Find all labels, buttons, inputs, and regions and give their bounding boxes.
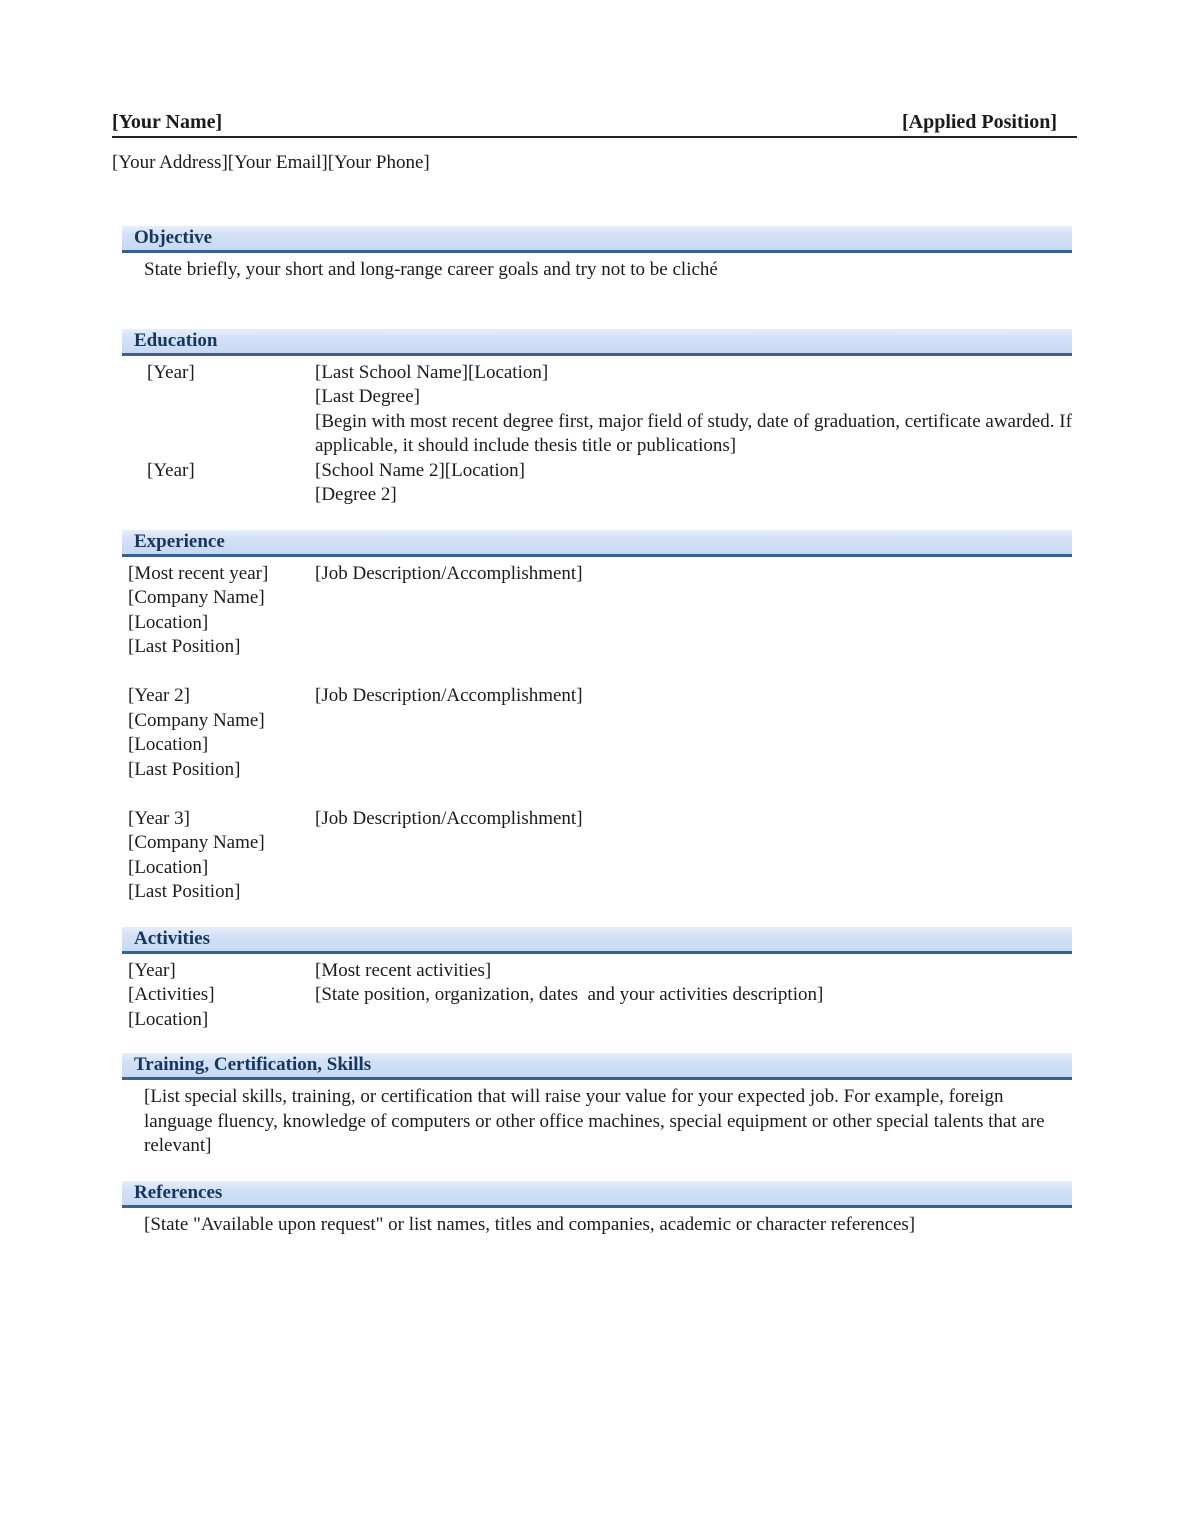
activities-location: [Location]	[128, 1008, 209, 1030]
activities-description: [State position, organization, dates and your activities description]	[315, 984, 824, 1005]
training-title: Training, Certification, Skills	[134, 1054, 372, 1075]
experience-position: [Last Position]	[128, 636, 241, 657]
education-year: [Year]	[147, 459, 195, 481]
activities-section-bar	[122, 927, 1072, 954]
experience-left-column	[122, 562, 315, 660]
experience-section-bar	[122, 530, 1072, 557]
education-title: Education	[134, 329, 218, 351]
experience-position: [Last Position]	[128, 881, 241, 902]
experience-job-description: [Job Description/Accomplishment]	[315, 685, 583, 706]
activities-title: Activities	[134, 927, 210, 949]
education-school: [School Name 2][Location]	[315, 459, 525, 481]
activities-entry	[122, 959, 1072, 1033]
experience-title: Experience	[134, 530, 225, 552]
activities-left-column	[122, 959, 315, 1033]
experience-left-column	[122, 807, 315, 905]
education-details	[315, 361, 1077, 459]
education-section-bar	[122, 329, 1072, 356]
section-education	[122, 329, 1077, 508]
contact-line: [Your Address][Your Email][Your Phone]	[112, 152, 430, 173]
experience-job-description: [Job Description/Accomplishment]	[315, 807, 583, 829]
section-experience	[122, 530, 1072, 905]
section-objective	[122, 226, 1072, 283]
education-details	[315, 459, 1072, 508]
experience-entry	[122, 562, 1072, 660]
education-entry	[122, 361, 1077, 459]
experience-location: [Location]	[128, 611, 209, 633]
section-references	[122, 1181, 1072, 1238]
experience-location: [Location]	[128, 734, 209, 755]
education-school: [Last School Name][Location]	[315, 361, 549, 383]
experience-company: [Company Name]	[128, 709, 265, 731]
education-degree: [Degree 2]	[315, 484, 397, 505]
references-section-bar	[122, 1181, 1072, 1208]
document-header	[112, 110, 1077, 175]
activities-label: [Activities]	[128, 984, 215, 1005]
education-degree: [Last Degree]	[315, 386, 420, 407]
experience-rows	[122, 562, 1072, 905]
activities-rows	[122, 959, 1072, 1033]
references-title: References	[134, 1181, 223, 1203]
experience-position: [Last Position]	[128, 758, 241, 780]
experience-year: [Year 3]	[128, 807, 190, 829]
education-description: [Begin with most recent degree first, major field of study, date of graduation, certificate awarded. If applicable, it should include thesis title or publications]	[315, 410, 1077, 456]
training-section-bar	[122, 1053, 1072, 1080]
references-body: [State "Available upon request" or list names, titles and companies, academic or character references]	[144, 1213, 916, 1235]
education-rows	[122, 361, 1077, 508]
objective-section-bar	[122, 226, 1072, 253]
activities-year: [Year]	[128, 959, 176, 981]
education-entry	[122, 459, 1072, 508]
experience-location: [Location]	[128, 856, 209, 878]
objective-title: Objective	[134, 227, 213, 248]
your-name: [Your Name]	[112, 111, 223, 133]
experience-year: [Year 2]	[128, 685, 190, 706]
experience-entry	[122, 807, 1072, 905]
header-name-row	[112, 110, 1077, 138]
objective-body: State briefly, your short and long-range career goals and try not to be cliché	[144, 259, 718, 280]
experience-entry	[122, 684, 1072, 782]
section-activities	[122, 927, 1072, 1033]
education-year: [Year]	[147, 361, 195, 383]
training-body: [List special skills, training, or certification that will raise your value for your expected job. For example, foreign language fluency, knowledge of computers or other office machines, special equipment or other special talents that are relevant]	[144, 1086, 1050, 1156]
experience-company: [Company Name]	[128, 587, 265, 608]
experience-company: [Company Name]	[128, 832, 265, 853]
experience-year: [Most recent year]	[128, 562, 269, 584]
experience-left-column	[122, 684, 315, 782]
applied-position: [Applied Position]	[901, 111, 1057, 133]
activities-recent: [Most recent activities]	[315, 959, 492, 981]
section-training	[122, 1053, 1072, 1159]
activities-right-column	[315, 959, 1072, 1008]
experience-job-description: [Job Description/Accomplishment]	[315, 562, 583, 584]
sections-column	[122, 226, 1077, 1237]
